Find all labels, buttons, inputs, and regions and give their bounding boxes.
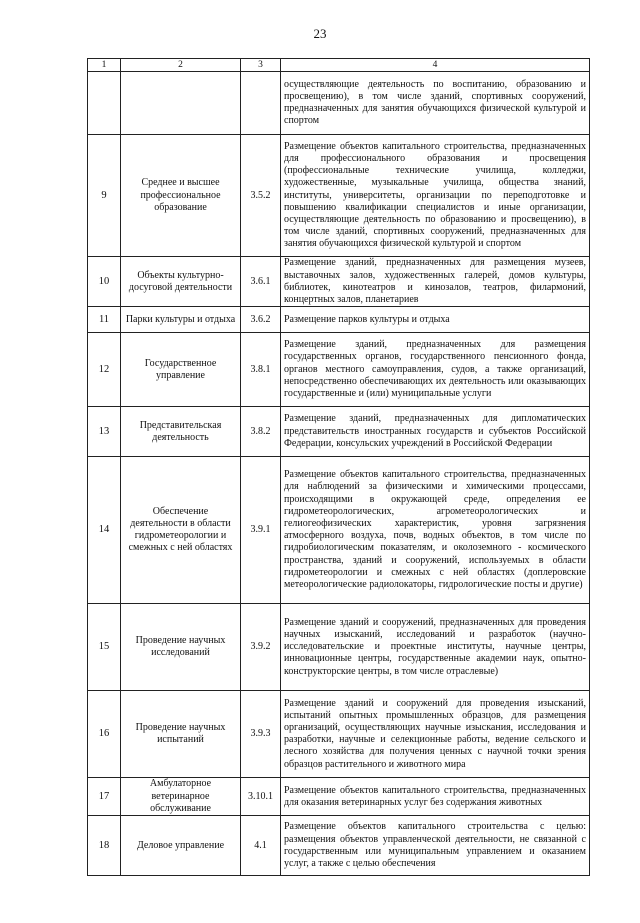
row-name: Представительская деятельность (121, 407, 241, 457)
table-row (88, 457, 590, 604)
row-name: Обеспечение деятельности в области гидрометеорологии и смежных с ней областях (121, 457, 241, 604)
row-number: 17 (88, 778, 121, 816)
row-description: Размещение зданий, предназначенных для размещения государственных органов, государственного пенсионного фонда, органов местного самоуправления, судов, а также организаций, непосредственно обеспечивающих их деятельность или оказывающих государственные и (или) муниципальные услуги (281, 333, 590, 407)
header-col-1: 1 (88, 59, 121, 72)
row-code: 3.8.2 (241, 407, 281, 457)
header-col-3: 3 (241, 59, 281, 72)
row-description: Размещение парков культуры и отдыха (281, 307, 590, 333)
row-name: Проведение научных испытаний (121, 691, 241, 778)
row-number: 18 (88, 816, 121, 876)
row-number (88, 72, 121, 135)
row-number: 14 (88, 457, 121, 604)
row-description: осуществляющие деятельность по воспитанию, образованию и просвещению), в том числе зданий, спортивных сооружений, предназначенных для занятия обучающихся физической культурой и спортом (281, 72, 590, 135)
row-number: 13 (88, 407, 121, 457)
row-name (121, 72, 241, 135)
land-use-table (87, 58, 590, 876)
row-code: 3.6.2 (241, 307, 281, 333)
table-row (88, 604, 590, 691)
row-name: Амбулаторное ветеринарное обслуживание (121, 778, 241, 816)
row-description: Размещение объектов капитального строительства с целью: размещения объектов управленческой деятельности, не связанной с государственным или муниципальным управлением и оказанием услуг, а также с целью обеспечения (281, 816, 590, 876)
row-code: 3.9.2 (241, 604, 281, 691)
row-name: Среднее и высшее профессиональное образование (121, 135, 241, 257)
table-row (88, 72, 590, 135)
page-number: 23 (313, 26, 327, 41)
table-row (88, 816, 590, 876)
row-description: Размещение зданий и сооружений для проведения изысканий, испытаний опытных промышленных образцов, для размещения организаций, осуществляющих научные изыскания, исследования и разработки, научные и селекционные работы, ведение сельского и лесного хозяйства для получения ценных с научной точки зрения образцов растительного и животного мира (281, 691, 590, 778)
row-description: Размещение зданий, предназначенных для размещения музеев, выставочных залов, художественных галерей, домов культуры, библиотек, кинотеатров и кинозалов, театров, филармоний, концертных залов, планетариев (281, 257, 590, 307)
row-number: 11 (88, 307, 121, 333)
row-number: 9 (88, 135, 121, 257)
row-description: Размещение объектов капитального строительства, предназначенных для наблюдений за физическими и химическими процессами, происходящими в окружающей среде, определения ее гидрометеорологических, агрометеорологических и гелиогеофизических характеристик, уровня загрязнения атмосферного воздуха, почв, водных объектов, в том числе по гидробиологическим показателям, и околоземного - космического пространства, зданий и сооружений, используемых в области гидрометеорологии и смежных с ней областях (доплеровские метеорологические радиолокаторы, гидрологические посты и другие) (281, 457, 590, 604)
row-number: 16 (88, 691, 121, 778)
table-row (88, 135, 590, 257)
row-code: 3.10.1 (241, 778, 281, 816)
row-name: Проведение научных исследований (121, 604, 241, 691)
row-number: 12 (88, 333, 121, 407)
table-row (88, 691, 590, 778)
row-code (241, 72, 281, 135)
row-number: 10 (88, 257, 121, 307)
table-header-row (88, 59, 590, 72)
row-name: Государственное управление (121, 333, 241, 407)
row-code: 3.5.2 (241, 135, 281, 257)
row-code: 4.1 (241, 816, 281, 876)
table-row (88, 778, 590, 816)
table-row (88, 257, 590, 307)
row-description: Размещение объектов капитального строительства, предназначенных для оказания ветеринарных услуг без содержания животных (281, 778, 590, 816)
row-name: Парки культуры и отдыха (121, 307, 241, 333)
row-code: 3.9.1 (241, 457, 281, 604)
row-code: 3.8.1 (241, 333, 281, 407)
table-row (88, 333, 590, 407)
row-code: 3.6.1 (241, 257, 281, 307)
row-description: Размещение зданий, предназначенных для дипломатических представительств иностранных государств и субъектов Российской Федерации, консульских учреждений в Российской Федерации (281, 407, 590, 457)
row-description: Размещение объектов капитального строительства, предназначенных для профессионального образования и просвещения (профессиональные технические училища, колледжи, художественные, музыкальные училища, общества знаний, институты, университеты, организации по переподготовке и повышению квалификации специалистов и иные организации, осуществляющие деятельность по образованию и просвещению), в том числе зданий, спортивных сооружений, предназначенных для занятия обучающихся физической культурой и спортом (281, 135, 590, 257)
row-description: Размещение зданий и сооружений, предназначенных для проведения научных изысканий, исследований и разработок (научно-исследовательские и проектные институты, научные центры, инновационные центры, государственные академии наук, опытно-конструкторские центры, в том числе отраслевые) (281, 604, 590, 691)
header-col-4: 4 (281, 59, 590, 72)
table-row (88, 407, 590, 457)
row-name: Объекты культурно-досуговой деятельности (121, 257, 241, 307)
table-row (88, 307, 590, 333)
header-col-2: 2 (121, 59, 241, 72)
row-name: Деловое управление (121, 816, 241, 876)
row-number: 15 (88, 604, 121, 691)
row-code: 3.9.3 (241, 691, 281, 778)
